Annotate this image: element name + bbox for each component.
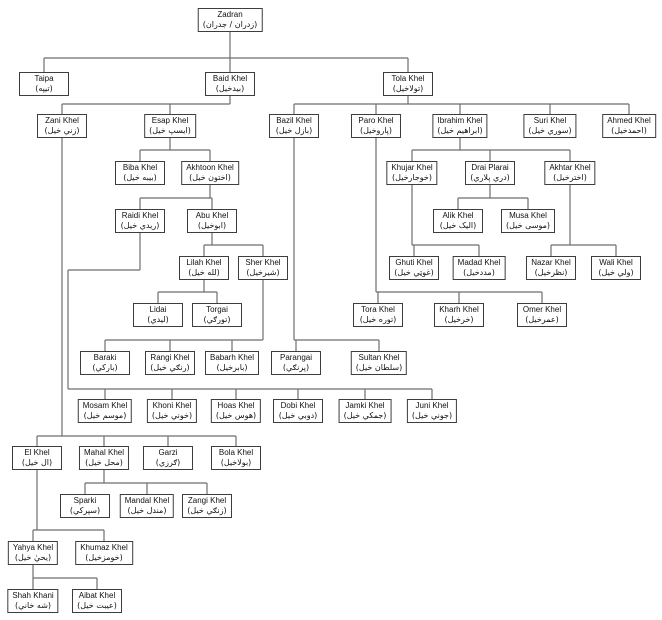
tree-node-nazar	[526, 256, 576, 280]
tree-node-label: Ahmed Khel	[607, 116, 651, 125]
tree-node-native-label: (توره خيل)	[359, 315, 397, 324]
tree-node-akhtoon	[181, 161, 239, 185]
tree-node-label: Yahya Khel	[12, 543, 54, 552]
tree-node-wali	[591, 256, 641, 280]
tree-node-native-label: (مددخيل)	[463, 268, 495, 277]
tree-node-native-label: (لله خيل)	[188, 268, 220, 277]
tree-node-label: Wali Khel	[599, 258, 633, 267]
tree-node-native-label: (هوس خيل)	[215, 411, 257, 420]
tree-node-sher	[238, 256, 288, 280]
tree-node-taipa	[19, 72, 69, 96]
tree-node-omer	[517, 303, 567, 327]
tree-node-torgai	[192, 303, 242, 327]
tree-node-native-label: (احمدخيل)	[611, 126, 647, 135]
tree-node-mosam	[78, 399, 132, 423]
tree-node-mandal	[120, 494, 174, 518]
tree-node-native-label: (ايسپ خيل)	[149, 126, 191, 135]
tree-node-native-label: (بيدخيل)	[215, 84, 245, 93]
tree-node-native-label: (ګرزي)	[155, 458, 181, 467]
tree-node-native-label: (جوني خيل)	[411, 411, 453, 420]
tree-node-label: Ibrahim Khel	[437, 116, 483, 125]
tree-node-native-label: (اليک خيل)	[439, 221, 477, 230]
tree-node-label: Akhtoon Khel	[186, 163, 234, 172]
tree-node-dobi	[273, 399, 323, 423]
tree-node-native-label: (سوري خيل)	[528, 126, 572, 135]
tree-node-ahmed	[602, 114, 656, 138]
tree-node-label: Jamki Khel	[345, 401, 385, 410]
tree-node-label: Ghuti Khel	[395, 258, 433, 267]
tree-node-label: Parangai	[279, 353, 313, 362]
tree-node-ibrahim	[432, 114, 487, 138]
tree-node-label: Taipa	[34, 74, 54, 83]
tree-node-lidai	[133, 303, 183, 327]
tree-node-native-label: (دري پلاري)	[470, 173, 510, 182]
tree-node-abu	[187, 209, 237, 233]
tree-node-label: Bazil Khel	[276, 116, 312, 125]
tree-node-label: Bola Khel	[218, 448, 254, 457]
tree-node-tora	[353, 303, 403, 327]
tree-node-native-label: (سلطان خيل)	[355, 363, 403, 372]
tree-node-native-label: (غوټي خيل)	[394, 268, 434, 277]
tree-node-label: Sparki	[73, 496, 97, 505]
tree-node-label: Lidai	[149, 305, 167, 314]
tree-node-native-label: (محل خيل)	[85, 458, 123, 467]
tree-node-label: Babarh Khel	[209, 353, 255, 362]
tree-node-zadran	[198, 8, 263, 32]
tree-node-native-label: (پاروخيل)	[359, 126, 393, 135]
tree-node-native-label: (موسی خيل)	[506, 221, 550, 230]
tree-node-native-label: (بيبه خيل)	[123, 173, 157, 182]
tree-node-label: Suri Khel	[533, 116, 567, 125]
tree-node-native-label: (موسم خيل)	[83, 411, 127, 420]
tree-node-native-label: (شه خاني)	[14, 601, 52, 610]
tree-node-native-label: (ليدي)	[147, 315, 169, 324]
tree-node-label: Drai Plarai	[471, 163, 509, 172]
tree-node-label: Alik Khel	[442, 211, 474, 220]
tree-node-label: Paro Khel	[358, 116, 394, 125]
tree-node-label: Baraki	[93, 353, 117, 362]
tree-node-khumaz	[75, 541, 133, 565]
tree-node-native-label: (تورګي)	[203, 315, 231, 324]
tree-node-baid	[205, 72, 255, 96]
tree-node-native-label: (شيرخيل)	[246, 268, 280, 277]
tree-node-native-label: (مندل خيل)	[127, 506, 167, 515]
tree-node-native-label: (يحيٰ خيل)	[14, 553, 52, 562]
tree-node-label: Zadran	[217, 10, 243, 19]
tree-node-native-label: (اخترخيل)	[553, 173, 587, 182]
tree-node-label: Torgai	[206, 305, 228, 314]
tree-node-native-label: (رنګي خيل)	[150, 363, 190, 372]
tree-node-native-label: (ريدي خيل)	[120, 221, 160, 230]
tree-node-label: Zani Khel	[45, 116, 79, 125]
tree-node-label: Esap Khel	[151, 116, 189, 125]
tree-node-garzi	[143, 446, 193, 470]
tree-node-label: Musa Khel	[509, 211, 547, 220]
tree-node-parangai	[271, 351, 321, 375]
tree-node-label: Juni Khel	[415, 401, 449, 410]
tree-node-label: Aibat Khel	[78, 591, 116, 600]
tree-node-native-label: (زنګي خيل)	[187, 506, 227, 515]
tree-node-label: Abu Khel	[195, 211, 229, 220]
tree-node-musa	[501, 209, 555, 233]
tree-node-native-label: (زدران / جدران)	[202, 20, 258, 29]
tree-node-label: Garzi	[158, 448, 178, 457]
tree-node-native-label: (سپرکي)	[69, 506, 101, 515]
tree-node-yahya	[8, 541, 58, 565]
tree-node-label: Sultan Khel	[358, 353, 400, 362]
tree-node-el	[12, 446, 62, 470]
tree-node-label: Lilah Khel	[186, 258, 222, 267]
tree-node-label: Akhtar Khel	[549, 163, 591, 172]
tree-node-native-label: (عمرخيل)	[525, 315, 559, 324]
tree-node-native-label: (نظرخيل)	[534, 268, 568, 277]
tree-node-native-label: (خرخيل)	[444, 315, 474, 324]
tree-node-native-label: (ولي خيل)	[598, 268, 634, 277]
tree-node-mahal	[79, 446, 129, 470]
tree-node-native-label: (تولاخيل)	[392, 84, 424, 93]
tree-node-esap	[144, 114, 196, 138]
tree-node-native-label: (تيپه)	[35, 84, 53, 93]
tree-node-baraki	[80, 351, 130, 375]
tree-node-kharh	[434, 303, 484, 327]
tree-node-drai	[465, 161, 515, 185]
tree-node-native-label: (عيبت خيل)	[77, 601, 117, 610]
tree-node-native-label: (ال خيل)	[21, 458, 53, 467]
tree-node-sparki	[60, 494, 110, 518]
tree-node-label: Tora Khel	[361, 305, 395, 314]
tree-node-zangi	[182, 494, 232, 518]
tree-node-ghuti	[389, 256, 439, 280]
tree-node-label: Mosam Khel	[82, 401, 128, 410]
tree-node-native-label: (جمکي خيل)	[343, 411, 387, 420]
tree-node-label: Biba Khel	[122, 163, 158, 172]
tree-node-label: Khujar Khel	[391, 163, 433, 172]
tree-node-label: Rangi Khel	[150, 353, 190, 362]
tree-node-biba	[115, 161, 165, 185]
tree-node-bola	[211, 446, 261, 470]
tree-node-label: Baid Khel	[212, 74, 248, 83]
tree-node-native-label: (خومزخيل)	[85, 553, 123, 562]
tree-node-jamki	[339, 399, 392, 423]
tree-node-label: Dobi Khel	[280, 401, 316, 410]
tree-node-hoas	[211, 399, 261, 423]
tree-node-label: Omer Khel	[522, 305, 562, 314]
tree-node-native-label: (بازل خيل)	[275, 126, 313, 135]
tree-node-label: Madad Khel	[457, 258, 501, 267]
tree-node-lilah	[179, 256, 229, 280]
tree-node-label: Zangi Khel	[187, 496, 227, 505]
tree-node-tola	[383, 72, 433, 96]
tree-node-shahkhani	[7, 589, 58, 613]
tree-node-label: Sher Khel	[245, 258, 281, 267]
tree-node-alik	[433, 209, 483, 233]
tree-node-native-label: (خوجارخيل)	[392, 173, 432, 182]
tree-node-label: Khumaz Khel	[80, 543, 128, 552]
tree-node-paro	[351, 114, 401, 138]
tree-node-label: Nazar Khel	[531, 258, 571, 267]
tree-node-label: Kharh Khel	[439, 305, 479, 314]
tree-node-label: El Khel	[24, 448, 50, 457]
tree-node-akhtar	[544, 161, 595, 185]
tree-node-rangi	[145, 351, 195, 375]
tree-node-native-label: (ابوخيل)	[197, 221, 227, 230]
tree-node-juni	[407, 399, 457, 423]
tree-node-zani	[37, 114, 87, 138]
tree-node-label: Hoas Khel	[217, 401, 255, 410]
tree-node-native-label: (پرنګي)	[282, 363, 310, 372]
tree-node-khoni	[147, 399, 197, 423]
tree-node-sultan	[351, 351, 407, 375]
tree-node-native-label: (اختون خيل)	[189, 173, 231, 182]
tree-node-madad	[453, 256, 506, 280]
tree-node-native-label: (دوبي خيل)	[278, 411, 318, 420]
tree-node-label: Shah Khani	[12, 591, 54, 600]
tree-node-native-label: (بابرخيل)	[216, 363, 248, 372]
tree-node-native-label: (بولاخيل)	[220, 458, 252, 467]
tree-node-babarh	[205, 351, 259, 375]
tree-node-label: Khoni Khel	[152, 401, 192, 410]
tree-node-label: Tola Khel	[391, 74, 425, 83]
tree-node-native-label: (زني خيل)	[44, 126, 80, 135]
tree-node-suri	[523, 114, 576, 138]
tree-node-native-label: (خوني خيل)	[151, 411, 193, 420]
tree-node-label: Mahal Khel	[83, 448, 125, 457]
tree-node-label: Raidi Khel	[121, 211, 159, 220]
tree-node-aibat	[72, 589, 122, 613]
tree-node-label: Mandal Khel	[124, 496, 170, 505]
tree-node-native-label: (بارکي)	[92, 363, 118, 372]
tree-node-khujar	[386, 161, 437, 185]
tree-node-bazil	[269, 114, 319, 138]
tree-node-native-label: (ابراهيم خيل)	[437, 126, 483, 135]
tree-node-raidi	[115, 209, 165, 233]
